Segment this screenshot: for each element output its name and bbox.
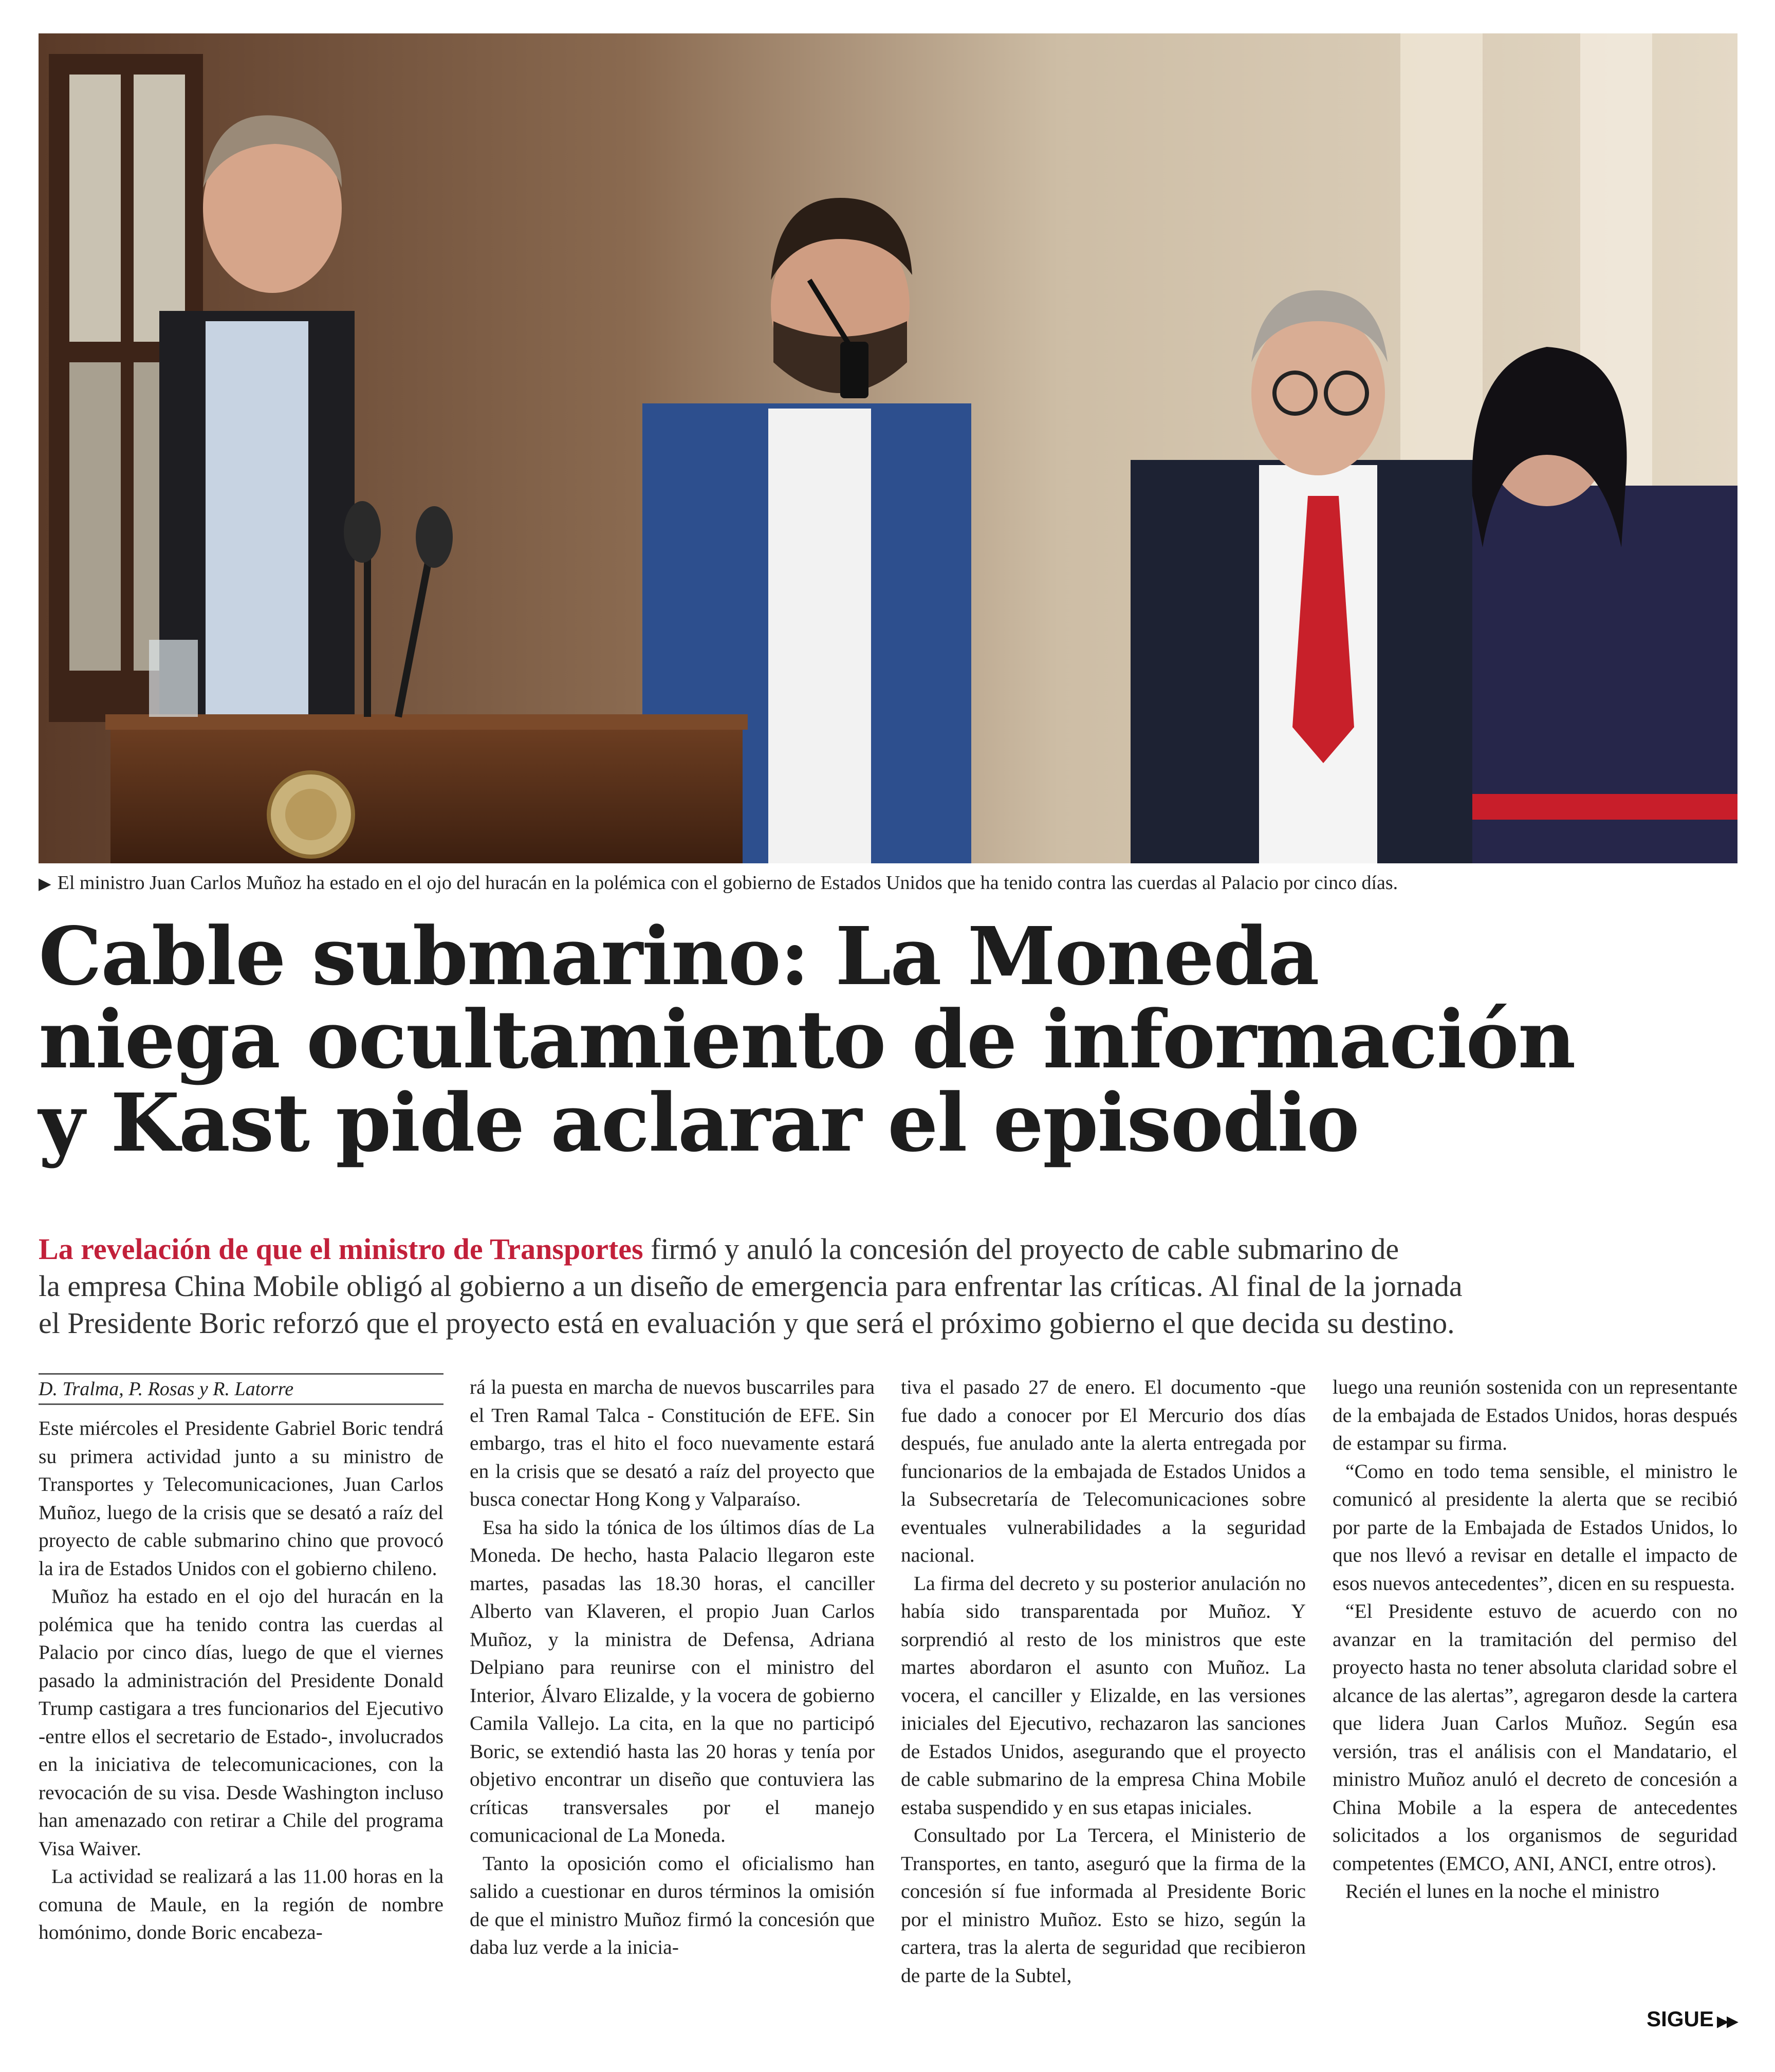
- paragraph: luego una reunión sostenida con un representante de la embajada de Estados Unidos, horas después de estampar su firma.: [1333, 1376, 1737, 1454]
- byline: D. Tralma, P. Rosas y R. Latorre: [39, 1373, 443, 1405]
- headline-line-2: niega ocultamiento de información: [39, 992, 1575, 1086]
- photo-caption: [39, 869, 1737, 897]
- dek-line-1-rest: firmó y anuló la concesión del proyecto de cable submarino de: [643, 1232, 1399, 1266]
- paragraph: Consultado por La Tercera, el Ministerio de Transportes, en tanto, aseguró que la firma de la concesión sí fue informada al Presidente Boric por el ministro Muñoz. Esto se hizo, según la cartera, tras la alerta de seguridad que recibieron de parte de la Subtel,: [901, 1824, 1306, 1987]
- caption-text: El ministro Juan Carlos Muñoz ha estado en el ojo del huracán en la polémica con el gobierno de Estados Unidos que ha tenido contra las cuerdas al Palacio por cinco días.: [57, 872, 1398, 894]
- paragraph: “Como en todo tema sensible, el ministro le comunicó al presidente la alerta que se recibió por parte de la Embajada de Estados Unidos, lo que nos llevó a revisar en detalle el impacto de esos nuevos antecedentes”, dicen en su respuesta.: [1333, 1459, 1737, 1595]
- continuation-link[interactable]: [1647, 2007, 1736, 2031]
- headline-line-1: Cable submarino: La Moneda: [39, 909, 1319, 1003]
- paragraph: La actividad se realizará a las 11.00 horas en la comuna de Maule, en la región de nombre homónimo, donde Boric encabeza-: [39, 1865, 443, 1944]
- paragraph: La firma del decreto y su posterior anulación no había sido transparentada por Muñoz. Y sorprendió al resto de los ministros que este martes abordaron el asunto con Muñoz. La vocera, el canciller y Elizalde, en las versiones iniciales del Ejecutivo, rechazaron las sanciones de Estados Unidos, asegurando que el proyecto de cable submarino de la empresa China Mobile estaba suspendido y en sus etapas iniciales.: [901, 1571, 1306, 1819]
- paragraph: Tanto la oposición como el oficialismo han salido a cuestionar en duros términos la omisión de que el ministro Muñoz firmó la concesión que daba luz verde a la inicia-: [470, 1852, 875, 1958]
- paragraph: tiva el pasado 27 de enero. El documento -que fue dado a conocer por El Mercurio dos días después, fue anulado ante la alerta entregada por funcionarios de la embajada de Estados Unidos a la Subsecretaría de Telecomunicaciones sobre eventuales vulnerabilidades a la seguridad nacional.: [901, 1376, 1306, 1566]
- article-body: [39, 1373, 1737, 1990]
- paragraph: “El Presidente estuvo de acuerdo con no avanzar en la tramitación del permiso del proyecto hasta no tener absoluta claridad sobre el alcance de las alertas”, agregaron desde la cartera que lidera Juan Carlos Muñoz. Según esa versión, tras el análisis con el Mandatario, el ministro Muñoz anuló el decreto de concesión a China Mobile a la espera de antecedentes solicitados a los organismos de seguridad competentes (EMCO, ANI, ANCI, entre otros).: [1333, 1600, 1737, 1875]
- press-photo: [39, 33, 1737, 863]
- dek-line-1: [39, 1231, 1737, 1268]
- paragraph: Este miércoles el Presidente Gabriel Boric tendrá su primera actividad junto a su ministro de Transportes y Telecomunicaciones, Juan Carlos Muñoz, luego de la crisis que se desató a raíz del proyecto de cable submarino chino que provocó la ira de Estados Unidos con el gobierno chileno.: [39, 1417, 443, 1580]
- column-3: [901, 1373, 1306, 1990]
- column-1: [39, 1373, 443, 1990]
- column-2: [470, 1373, 875, 1990]
- dek-line-3: el Presidente Boric reforzó que el proyecto está en evaluación y que será el próximo gobierno el que decida su destino.: [39, 1306, 1455, 1340]
- headline: [39, 909, 1737, 1170]
- triangle-right-icon: ▶: [39, 874, 51, 893]
- dek: [39, 1231, 1737, 1342]
- photo-illustration: [39, 33, 1737, 863]
- paragraph: rá la puesta en marcha de nuevos buscarriles para el Tren Ramal Talca - Constitución de EFE. Sin embargo, tras el hito el foco nuevamente estará en la crisis que se desató a raíz del proyecto que busca conectar Hong Kong y Valparaíso.: [470, 1376, 875, 1510]
- dek-line-2: la empresa China Mobile obligó al gobierno a un diseño de emergencia para enfrentar las críticas. Al final de la jornada: [39, 1269, 1463, 1303]
- paragraph: Muñoz ha estado en el ojo del huracán en la polémica que ha tenido contra las cuerdas al Palacio por cinco días, luego de que el viernes pasado la administración del Presidente Donald Trump castigara a tres funcionarios del Ejecutivo -entre ellos el secretario de Estado-, involucrados en la iniciativa de telecomunicaciones, con la revocación de su visa. Desde Washington incluso han amenazado con retirar a Chile del programa Visa Waiver.: [39, 1585, 443, 1860]
- dek-highlight: La revelación de que el ministro de Transportes: [39, 1232, 643, 1266]
- column-4: [1333, 1373, 1737, 1990]
- double-arrow-right-icon: ▶▶: [1716, 2013, 1736, 2030]
- paragraph: Esa ha sido la tónica de los últimos días de La Moneda. De hecho, hasta Palacio llegaron este martes, pasadas las 18.30 horas, el canciller Alberto van Klaveren, el propio Juan Carlos Muñoz, y la ministra de Defensa, Adriana Delpiano para reunirse con el ministro del Interior, Álvaro Elizalde, y la vocera de gobierno Camila Vallejo. La cita, en la que no participó Boric, se extendió hasta las 20 horas y tenía por objetivo encontrar un diseño que contuviera las críticas transversales por el manejo comunicacional de La Moneda.: [470, 1515, 875, 1846]
- headline-line-3: y Kast pide aclarar el episodio: [39, 1076, 1359, 1170]
- paragraph: Recién el lunes en la noche el ministro: [1345, 1880, 1659, 1902]
- continuation-label: SIGUE: [1647, 2007, 1714, 2031]
